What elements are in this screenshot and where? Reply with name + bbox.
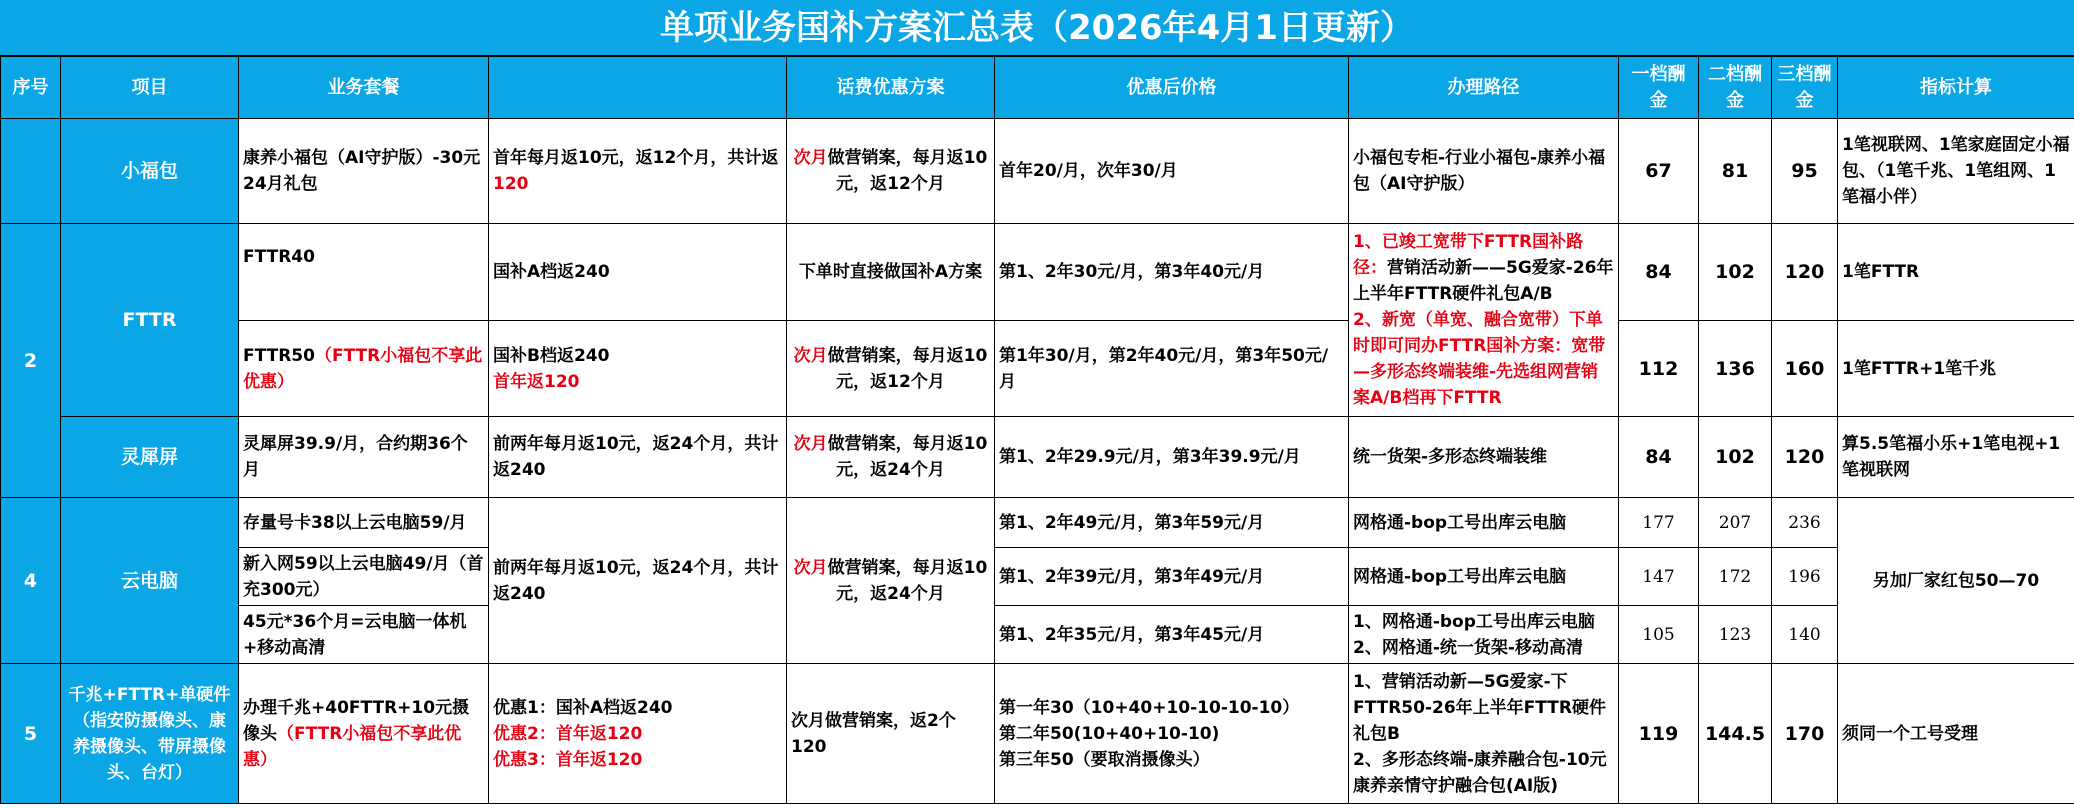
metric-cell: 须同一个工号受理 (1838, 664, 2074, 804)
tier2-cell: 123 (1699, 606, 1772, 664)
tier2-cell: 172 (1699, 548, 1772, 606)
offer-cell (489, 321, 787, 417)
tier3-cell: 120 (1772, 417, 1838, 498)
package-cell: FTTR40 (239, 224, 489, 321)
metric-cell: 算5.5笔福小乐+1笔电视+1笔视联网 (1838, 417, 2074, 498)
tier2-cell: 102 (1699, 224, 1772, 321)
path-cell: 1、网格通-bop工号出库云电脑 2、网格通-统一货架-移动高清 (1349, 606, 1619, 664)
header-row (1, 57, 2074, 119)
tier1-cell: 84 (1619, 224, 1699, 321)
price-line: 第三年50（要取消摄像头） (999, 749, 1210, 770)
tier3-cell: 120 (1772, 224, 1838, 321)
tier3-cell: 95 (1772, 119, 1838, 224)
tier2-cell: 136 (1699, 321, 1772, 417)
table-row (1, 606, 2074, 664)
fee-cell (787, 321, 995, 417)
item-cell: FTTR (61, 224, 239, 417)
fee-text: 做营销案，每月返10元，返24个月 (827, 557, 988, 604)
fee-highlight: 次月 (793, 345, 828, 366)
price-cell: 第1、2年30元/月，第3年40元/月 (995, 224, 1349, 321)
package-cell: 康养小福包（AI守护版）-30元24月礼包 (239, 119, 489, 224)
path-text: 营销活动新——5G爱家-26年上半年FTTR硬件礼包A/B (1353, 258, 1614, 304)
tier1-cell: 84 (1619, 417, 1699, 498)
offer-line: 优惠1：国补A档返240 (493, 697, 673, 718)
offer-cell: 前两年每月返10元，返24个月，共计返240 (489, 417, 787, 498)
offer-highlight: 首年返120 (493, 371, 580, 392)
table-row (1, 224, 2074, 321)
path-cell: 网格通-bop工号出库云电脑 (1349, 498, 1619, 548)
header-fee-plan: 话费优惠方案 (787, 57, 995, 119)
header-seq: 序号 (1, 57, 61, 119)
offer-cell: 国补A档返240 (489, 224, 787, 321)
tier1-cell: 112 (1619, 321, 1699, 417)
metric-cell: 1笔FTTR+1笔千兆 (1838, 321, 2074, 417)
price-cell: 首年20/月，次年30/月 (995, 119, 1349, 224)
offer-cell (489, 119, 787, 224)
fee-text: 做营销案，每月返10元，返12个月 (827, 148, 988, 194)
metric-cell: 1笔视联网、1笔家庭固定小福包、（1笔千兆、1笔组网、1笔福小伴） (1838, 119, 2074, 224)
header-tier3: 三档酬金 (1772, 57, 1838, 119)
header-metric: 指标计算 (1838, 57, 2074, 119)
seq-cell (1, 119, 61, 224)
table-row (1, 321, 2074, 417)
table-row (1, 548, 2074, 606)
table-row (1, 664, 2074, 804)
path-cell (1349, 224, 1619, 417)
tier2-cell: 144.5 (1699, 664, 1772, 804)
tier3-cell: 196 (1772, 548, 1838, 606)
tier2-cell: 207 (1699, 498, 1772, 548)
package-text: FTTR50 (243, 345, 315, 366)
seq-cell: 5 (1, 664, 61, 804)
fee-text: 做营销案，每月返10元，返12个月 (827, 345, 988, 392)
item-cell: 千兆+FTTR+单硬件（指安防摄像头、康养摄像头、带屏摄像头、台灯） (61, 664, 239, 804)
price-cell: 第1年30/月，第2年40元/月，第3年50元/月 (995, 321, 1349, 417)
price-cell: 第1、2年39元/月，第3年49元/月 (995, 548, 1349, 606)
tier3-cell: 236 (1772, 498, 1838, 548)
fee-text: 做营销案，每月返10元，返24个月 (827, 434, 988, 480)
offer-cell: 前两年每月返10元，返24个月，共计返240 (489, 498, 787, 664)
price-line: 第二年50(10+40+10-10) (999, 723, 1220, 744)
path-highlight: 2、新宽（单宽、融合宽带）下单时即可同办FTTR国补方案：宽带—多形态终端装维-先选组网营销案A/B档再下FTTR (1353, 310, 1606, 408)
package-highlight: （FTTR小福包不享此优惠） (243, 345, 483, 392)
package-cell: 存量号卡38以上云电脑59/月 (239, 498, 489, 548)
tier2-cell: 102 (1699, 417, 1772, 498)
price-cell: 第1、2年49元/月，第3年59元/月 (995, 498, 1349, 548)
metric-cell: 另加厂家红包50—70 (1838, 498, 2074, 664)
seq-cell: 2 (1, 224, 61, 498)
table-row (1, 498, 2074, 548)
path-cell: 统一货架-多形态终端装维 (1349, 417, 1619, 498)
item-cell: 灵犀屏 (61, 417, 239, 498)
offer-text: 国补B档返240 (493, 345, 610, 366)
tier1-cell: 147 (1619, 548, 1699, 606)
page-title: 单项业务国补方案汇总表（2026年4月1日更新） (0, 0, 2074, 56)
offer-line-highlight: 优惠2：首年返120 (493, 723, 643, 744)
header-item: 项目 (61, 57, 239, 119)
header-tier1: 一档酬金 (1619, 57, 1699, 119)
tier1-cell: 119 (1619, 664, 1699, 804)
price-line: 第一年30（10+40+10-10-10-10） (999, 697, 1300, 718)
header-blank (489, 57, 787, 119)
offer-text: 首年每月返10元，返12个月，共计返 (493, 148, 779, 168)
seq-cell: 4 (1, 498, 61, 664)
fee-highlight: 次月 (793, 148, 828, 168)
package-cell (239, 664, 489, 804)
package-highlight: （FTTR小福包不享此优惠） (243, 723, 462, 770)
header-price: 优惠后价格 (995, 57, 1349, 119)
path-cell: 网格通-bop工号出库云电脑 (1349, 548, 1619, 606)
package-cell: 新入网59以上云电脑49/月（首充300元） (239, 548, 489, 606)
header-package: 业务套餐 (239, 57, 489, 119)
price-cell: 第1、2年29.9元/月，第3年39.9元/月 (995, 417, 1349, 498)
fee-highlight: 次月 (793, 557, 828, 578)
table-row (1, 119, 2074, 224)
path-highlight: 1、已竣工宽带下FTTR国补路径： (1353, 232, 1584, 278)
tier3-cell: 170 (1772, 664, 1838, 804)
fee-highlight: 次月 (793, 434, 828, 454)
summary-table (0, 56, 2074, 804)
item-cell: 小福包 (61, 119, 239, 224)
offer-cell (489, 664, 787, 804)
fee-cell (787, 498, 995, 664)
fee-cell: 下单时直接做国补A方案 (787, 224, 995, 321)
package-cell (239, 321, 489, 417)
fee-cell (787, 417, 995, 498)
price-cell (995, 664, 1349, 804)
table-row (1, 417, 2074, 498)
tier3-cell: 140 (1772, 606, 1838, 664)
package-cell: 45元*36个月=云电脑一体机+移动高清 (239, 606, 489, 664)
metric-cell: 1笔FTTR (1838, 224, 2074, 321)
header-path: 办理路径 (1349, 57, 1619, 119)
offer-highlight: 120 (493, 174, 529, 194)
package-cell: 灵犀屏39.9/月，合约期36个月 (239, 417, 489, 498)
tier1-cell: 177 (1619, 498, 1699, 548)
fee-cell: 次月做营销案，返2个120 (787, 664, 995, 804)
fee-cell (787, 119, 995, 224)
path-cell: 1、营销活动新—5G爱家-下FTTR50-26年上半年FTTR硬件礼包B 2、多形态终端-康养融合包-10元康养亲情守护融合包(AI版) (1349, 664, 1619, 804)
path-cell: 小福包专柜-行业小福包-康养小福包（AI守护版） (1349, 119, 1619, 224)
price-cell: 第1、2年35元/月，第3年45元/月 (995, 606, 1349, 664)
header-tier2: 二档酬金 (1699, 57, 1772, 119)
tier1-cell: 105 (1619, 606, 1699, 664)
offer-line-highlight: 优惠3：首年返120 (493, 749, 643, 770)
tier2-cell: 81 (1699, 119, 1772, 224)
item-cell: 云电脑 (61, 498, 239, 664)
tier3-cell: 160 (1772, 321, 1838, 417)
tier1-cell: 67 (1619, 119, 1699, 224)
package-text: 办理千兆+40FTTR+10元摄像头 (243, 697, 470, 744)
